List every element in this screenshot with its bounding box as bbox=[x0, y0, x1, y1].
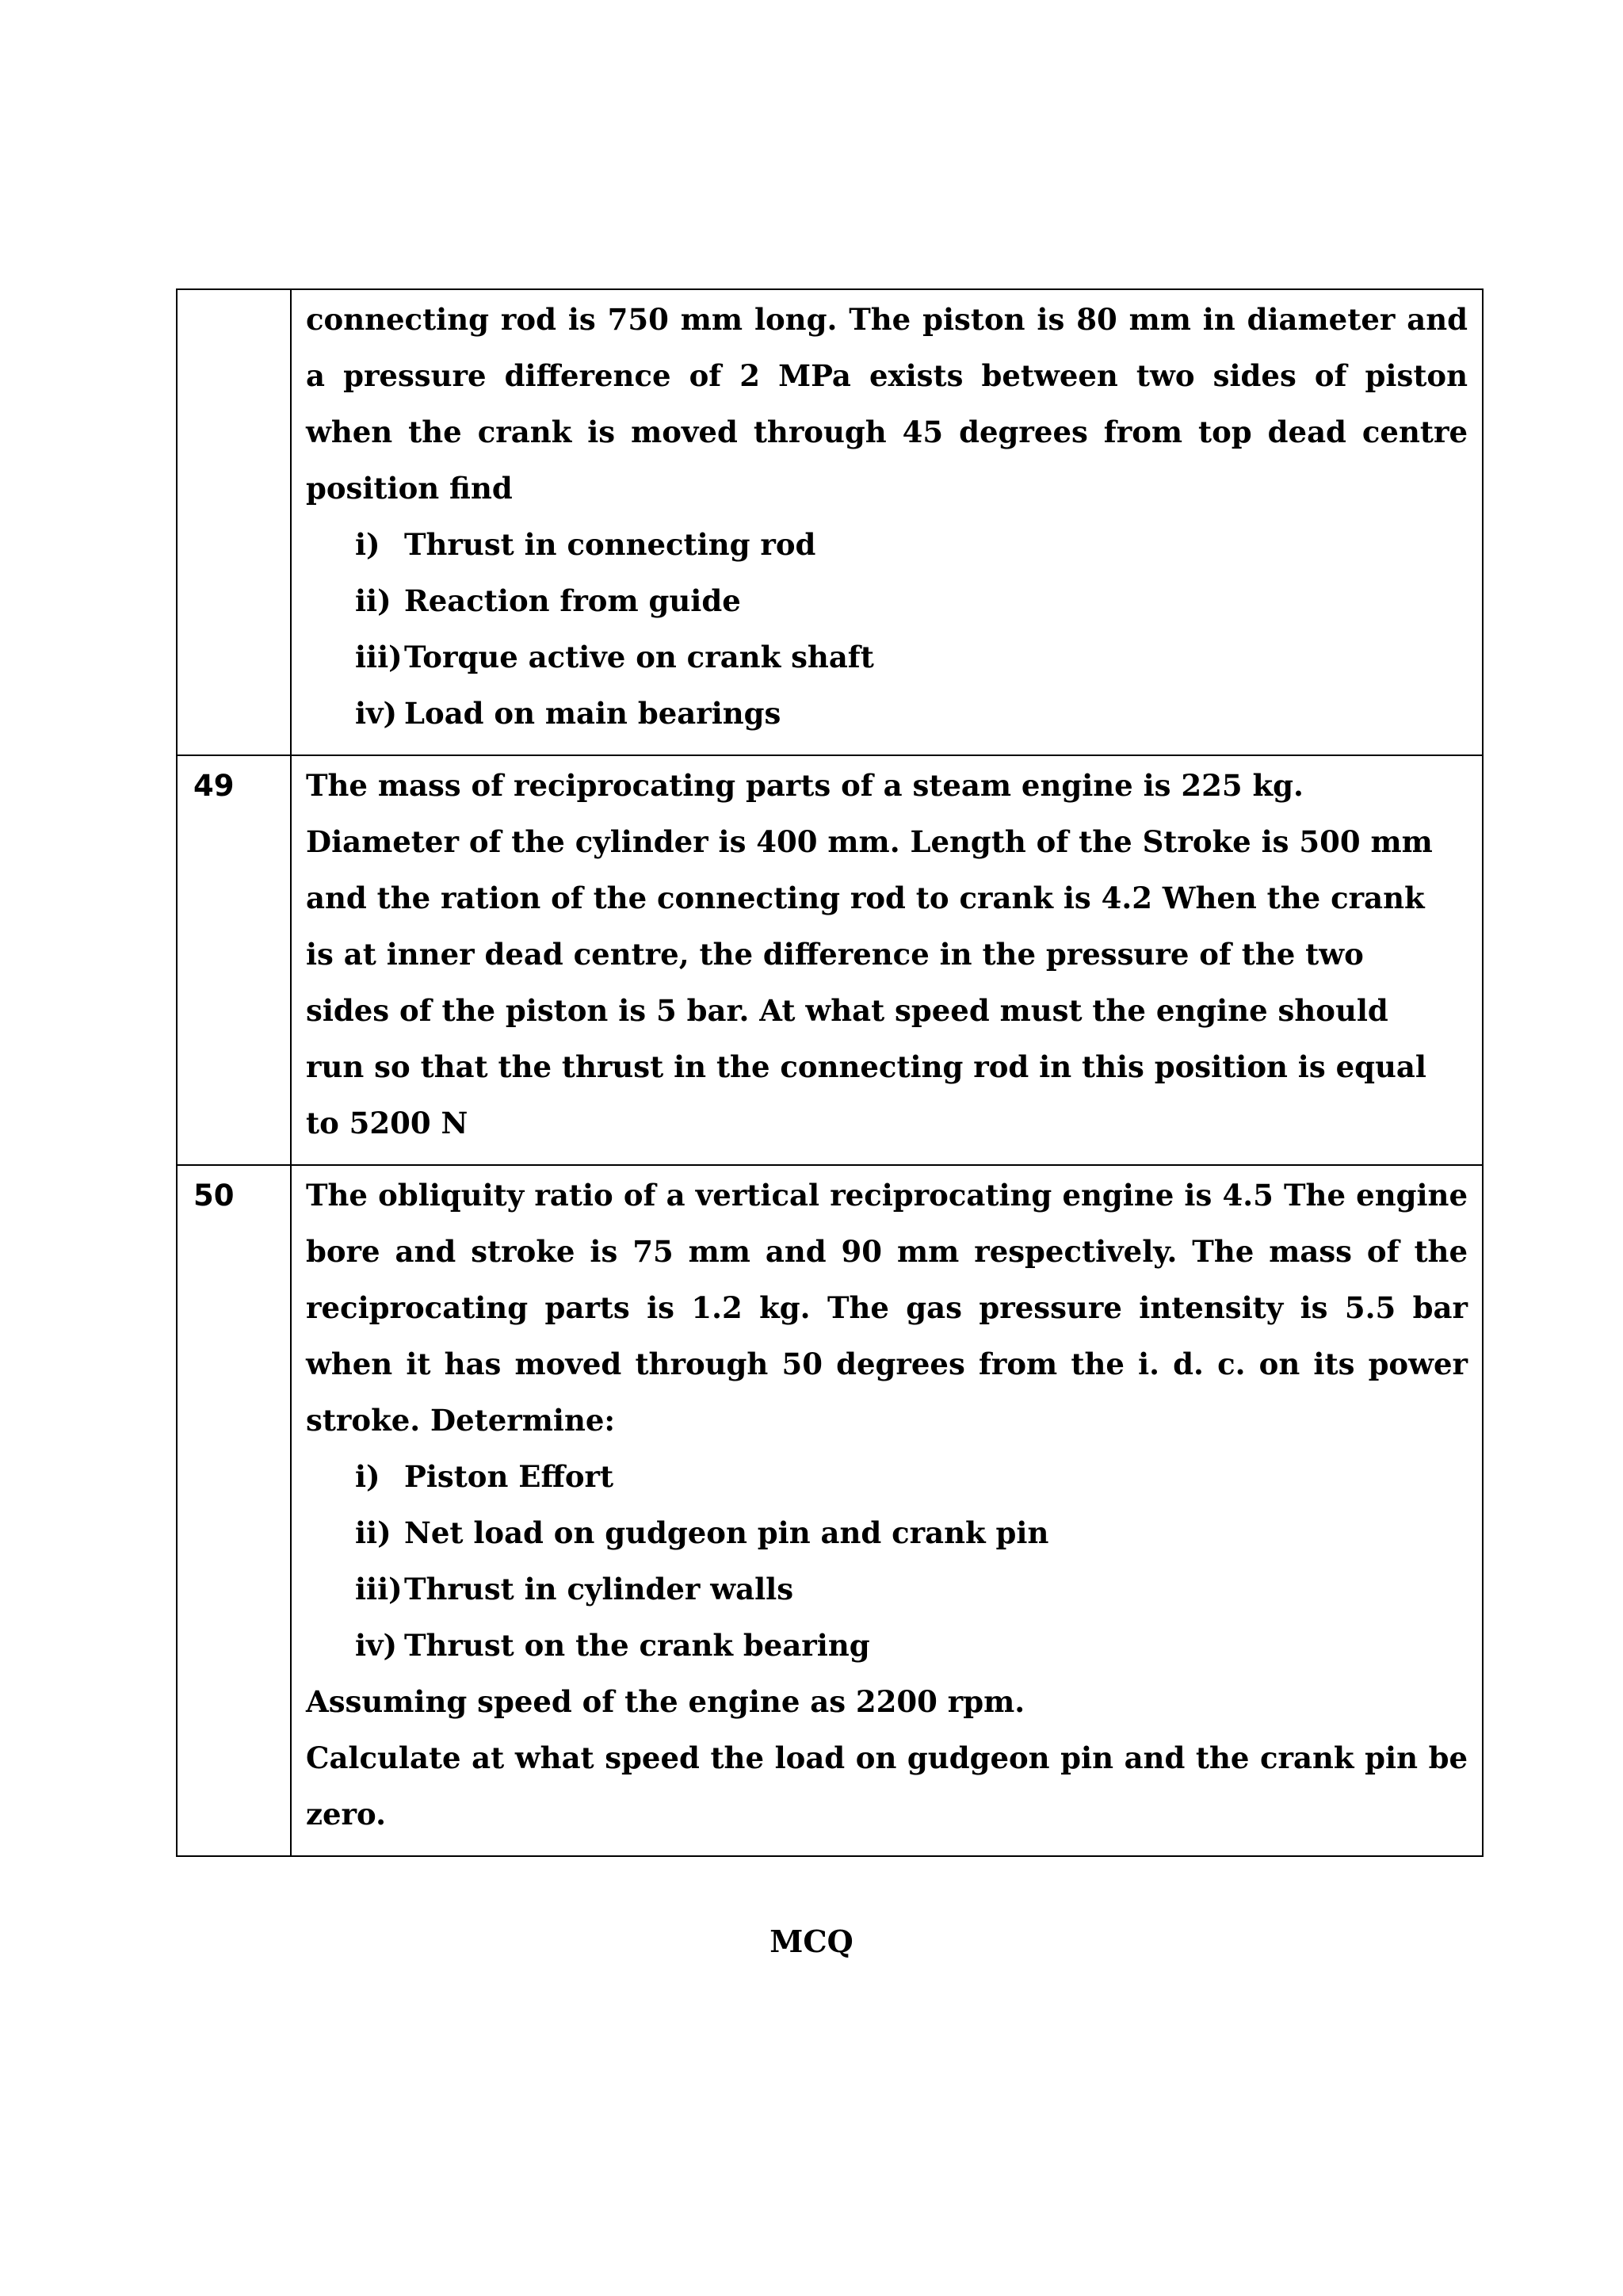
question-text bbox=[291, 1165, 1483, 1856]
sub-question-marker: i) bbox=[355, 1459, 380, 1494]
sub-question-marker: iv) bbox=[355, 1628, 398, 1663]
questions-table bbox=[176, 288, 1484, 1857]
sub-question-text: Torque active on crank shaft bbox=[404, 640, 874, 674]
question-number bbox=[177, 289, 291, 755]
question-row-49 bbox=[177, 755, 1483, 1165]
sub-question-marker: iii) bbox=[355, 1572, 403, 1606]
sub-question-marker: iii) bbox=[355, 640, 403, 674]
question-paragraph: connecting rod is 750 mm long. The piston is 80 mm in diameter and a pressure difference of 2 MPa exists between two sides of piston when the crank is moved through 45 degrees from top dead centre position find bbox=[306, 302, 1468, 506]
sub-question-item bbox=[306, 1505, 1468, 1561]
question-line: The mass of reciprocating parts of a steam engine is 225 kg. bbox=[306, 768, 1304, 803]
sub-question-item bbox=[306, 686, 1468, 742]
sub-question-item bbox=[306, 629, 1468, 686]
question-text bbox=[291, 289, 1483, 755]
question-line: is at inner dead centre, the difference in the pressure of the two bbox=[306, 937, 1364, 972]
sub-question-item bbox=[306, 517, 1468, 573]
sub-question-text: Thrust on the crank bearing bbox=[404, 1628, 870, 1663]
sub-question-list bbox=[306, 517, 1468, 742]
question-number: 49 bbox=[177, 755, 291, 1165]
question-paragraph: The obliquity ratio of a vertical reciprocating engine is 4.5 The engine bore and stroke is 75 mm and 90 mm respectively. The mass of the reciprocating parts is 1.2 kg. The gas pressure intensity is 5.5 bar when it has moved through 50 degrees from the i. d. c. on its power stroke. Determine: bbox=[306, 1178, 1468, 1438]
sub-question-text: Thrust in connecting rod bbox=[404, 527, 816, 562]
sub-question-marker: ii) bbox=[355, 583, 391, 618]
question-row-continued bbox=[177, 289, 1483, 755]
sub-question-item bbox=[306, 1561, 1468, 1618]
question-row-50 bbox=[177, 1165, 1483, 1856]
sub-question-marker: i) bbox=[355, 527, 380, 562]
question-line: Diameter of the cylinder is 400 mm. Length of the Stroke is 500 mm bbox=[306, 824, 1433, 859]
sub-question-item bbox=[306, 573, 1468, 629]
sub-question-item bbox=[306, 1449, 1468, 1505]
sub-question-text: Load on main bearings bbox=[404, 696, 781, 731]
sub-question-item bbox=[306, 1618, 1468, 1674]
question-line: and the ration of the connecting rod to crank is 4.2 When the crank bbox=[306, 881, 1425, 915]
sub-question-marker: iv) bbox=[355, 696, 398, 731]
section-heading-mcq: MCQ bbox=[769, 1924, 854, 1959]
sub-question-list bbox=[306, 1449, 1468, 1674]
sub-question-text: Thrust in cylinder walls bbox=[404, 1572, 794, 1606]
question-line: to 5200 N bbox=[306, 1106, 468, 1140]
question-closing-line: Assuming speed of the engine as 2200 rpm. bbox=[306, 1684, 1025, 1719]
question-line: sides of the piston is 5 bar. At what speed must the engine should bbox=[306, 993, 1388, 1028]
sub-question-text: Piston Effort bbox=[404, 1459, 614, 1494]
sub-question-text: Reaction from guide bbox=[404, 583, 741, 618]
sub-question-marker: ii) bbox=[355, 1515, 391, 1550]
question-line: run so that the thrust in the connecting rod in this position is equal bbox=[306, 1049, 1426, 1084]
question-text bbox=[291, 755, 1483, 1165]
question-number: 50 bbox=[177, 1165, 291, 1856]
question-closing-paragraph: Calculate at what speed the load on gudgeon pin and the crank pin be zero. bbox=[306, 1740, 1468, 1832]
sub-question-text: Net load on gudgeon pin and crank pin bbox=[404, 1515, 1049, 1550]
